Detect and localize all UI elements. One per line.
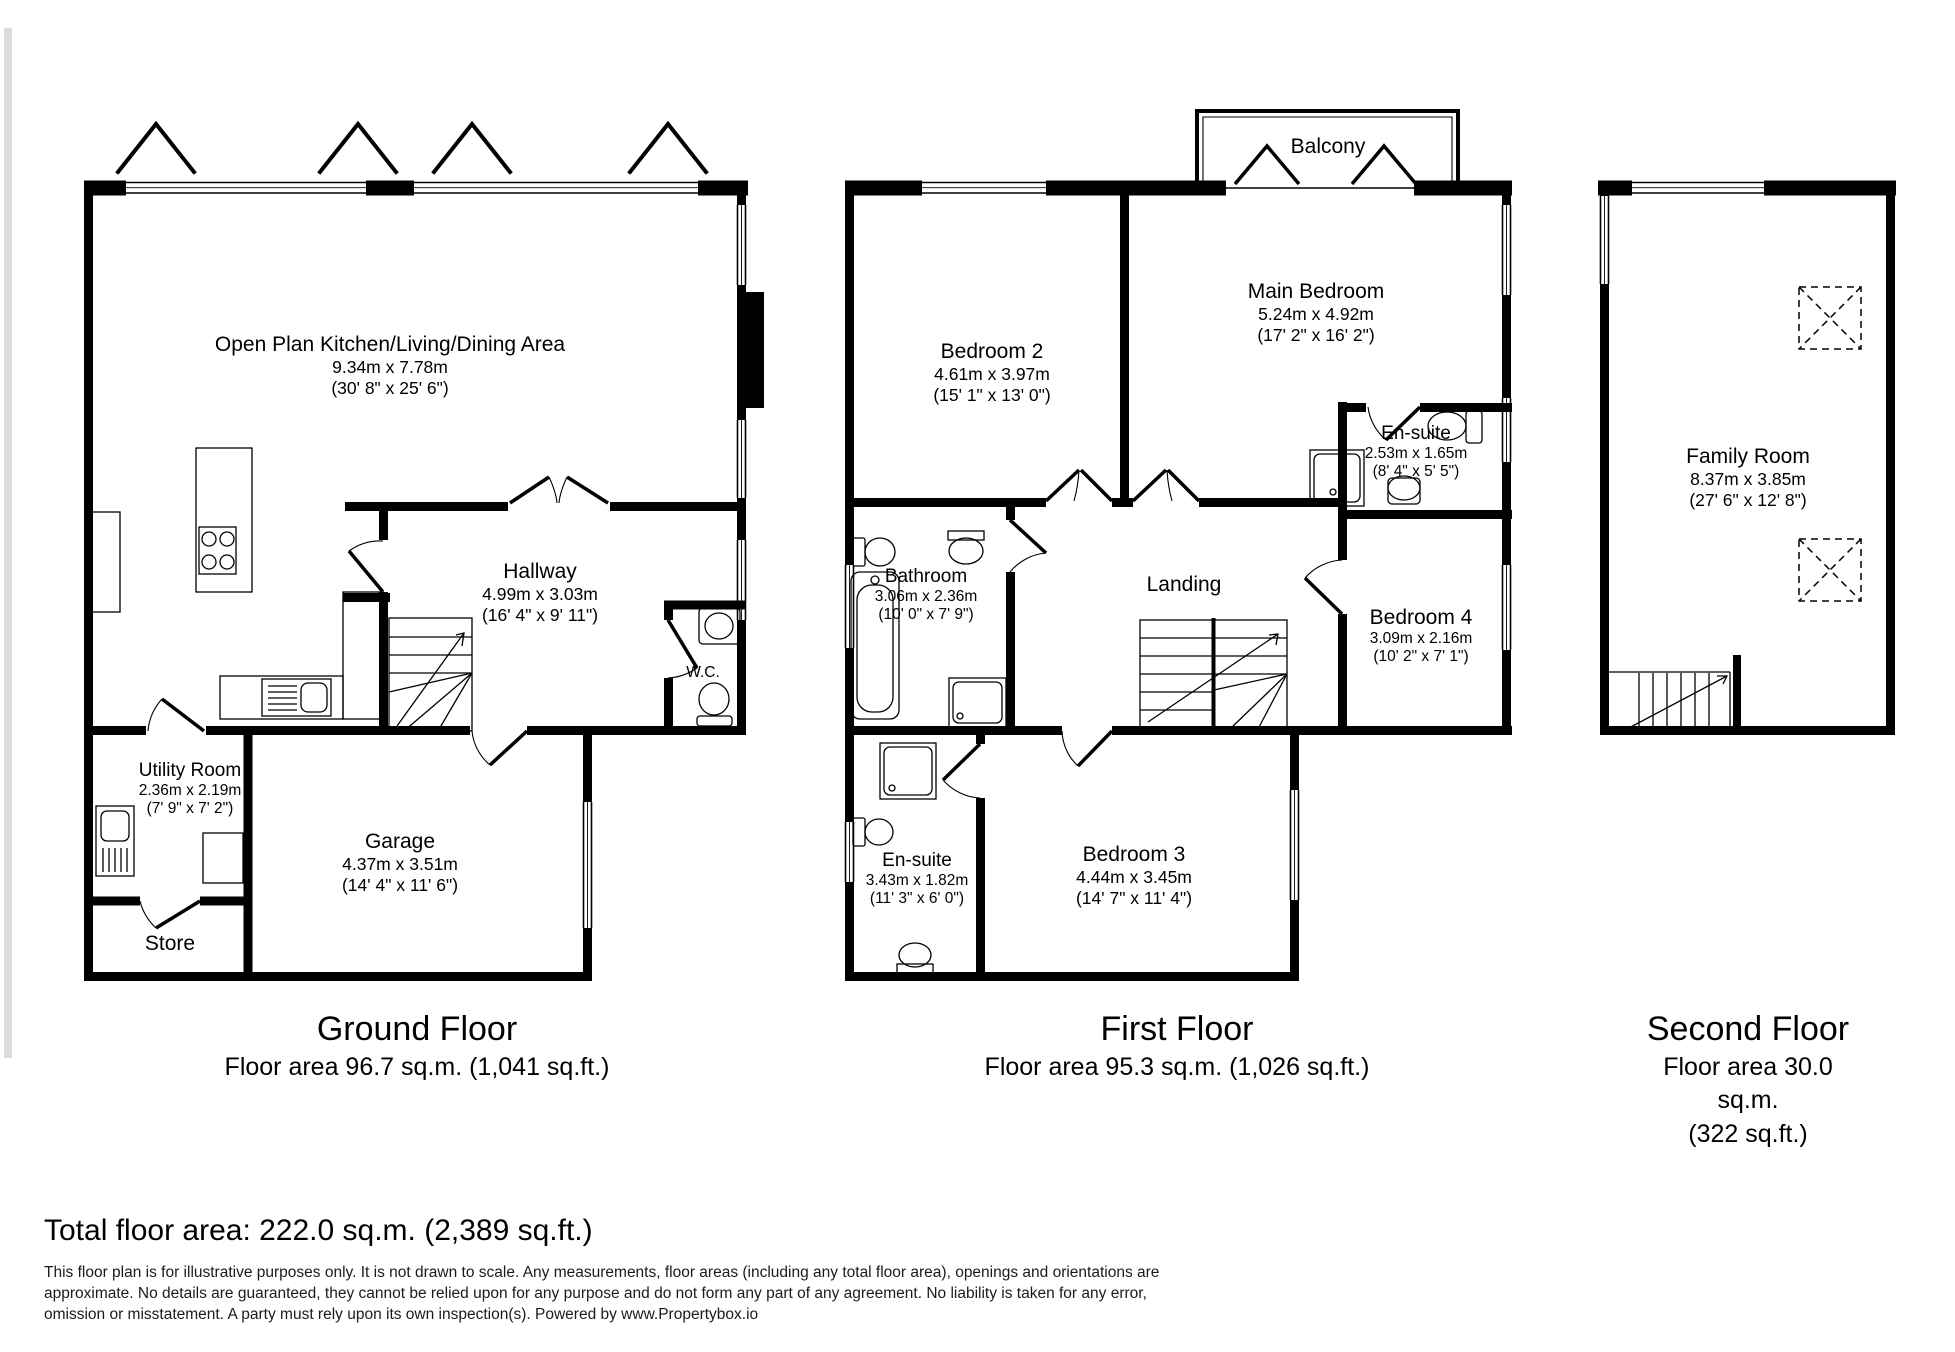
room-label-bedroom4 xyxy=(1370,606,1473,666)
door-icon xyxy=(1010,520,1046,572)
utility-unit xyxy=(203,833,243,883)
window-icon xyxy=(1601,196,1609,284)
double-door-icon xyxy=(510,477,608,503)
room-label-bathroom xyxy=(875,566,978,624)
room-dim-ft: (8' 4" x 5' 5") xyxy=(1372,463,1460,480)
door-icon xyxy=(1133,470,1199,501)
door-icon xyxy=(148,699,204,731)
room-dim-ft: (11' 3" x 6' 0") xyxy=(869,890,965,907)
basin-icon xyxy=(948,531,984,564)
room-name: Family Room xyxy=(1686,445,1810,468)
door-icon xyxy=(1305,560,1342,614)
first-floor-caption xyxy=(985,1008,1370,1084)
room-name: Garage xyxy=(364,830,436,853)
shower-icon xyxy=(1310,450,1364,506)
room-label-landing xyxy=(1147,573,1222,597)
room-dim-ft: (16' 4" x 9' 11") xyxy=(481,604,599,625)
room-dim-ft: (7' 9" x 7' 2") xyxy=(146,800,234,817)
door-icon xyxy=(472,731,527,765)
room-name: Hallway xyxy=(503,560,577,583)
chimney-block xyxy=(741,292,764,408)
room-dim-m: 3.06m x 2.36m xyxy=(874,588,978,606)
room-label-balcony xyxy=(1291,135,1366,159)
floor-title: Ground Floor xyxy=(316,1010,518,1048)
room-dim-m: 4.44m x 3.45m xyxy=(1076,867,1192,888)
second-floor-caption xyxy=(1645,1008,1852,1152)
total-floor-area: Total floor area: 222.0 sq.m. (2,389 sq.ft.) xyxy=(44,1214,593,1247)
room-label-utility xyxy=(139,760,242,818)
room-name: Bedroom 4 xyxy=(1369,606,1473,629)
door-icon xyxy=(140,901,200,928)
shower-icon xyxy=(949,678,1006,727)
toilet-icon xyxy=(853,538,895,566)
room-label-ensuite-bottom xyxy=(866,850,969,908)
room-dim-ft: (30' 8" x 25' 6") xyxy=(331,377,449,398)
room-dim-ft: (10' 0" x 7' 9") xyxy=(878,606,974,623)
disclaimer-text xyxy=(44,1262,1159,1325)
window-icon xyxy=(1503,205,1511,650)
room-label-garage xyxy=(342,830,458,895)
room-name: Bathroom xyxy=(884,566,968,587)
room-dim-m: 3.09m x 2.16m xyxy=(1369,630,1473,648)
room-label-bedroom2 xyxy=(933,340,1050,405)
room-name: Utility Room xyxy=(138,760,242,781)
room-label-main-bedroom xyxy=(1248,280,1385,345)
room-label-open-plan xyxy=(215,333,565,398)
floor-area-2: (322 sq.ft.) xyxy=(1688,1120,1808,1148)
room-label-bedroom3 xyxy=(1076,843,1192,908)
room-name: Balcony xyxy=(1290,135,1366,158)
room-dim-m: 4.61m x 3.97m xyxy=(934,364,1050,385)
room-name: Bedroom 2 xyxy=(940,340,1044,363)
kitchen-island-icon xyxy=(196,448,252,592)
roof-window-icon xyxy=(118,124,706,172)
window-icon xyxy=(1291,790,1299,900)
floor-area: Floor area 95.3 sq.m. (1,026 sq.ft.) xyxy=(984,1052,1370,1081)
ground-floor-caption xyxy=(225,1008,610,1084)
toilet-icon xyxy=(853,818,893,846)
room-dim-ft: (17' 2" x 16' 2") xyxy=(1257,324,1375,345)
room-label-family-room xyxy=(1686,445,1810,510)
door-icon xyxy=(1046,470,1112,501)
door-icon xyxy=(349,541,383,592)
disclaimer-line-3: omission or misstatement. A party must rely upon its own inspection(s). Powered by www.Propertybox.io xyxy=(44,1306,759,1323)
room-dim-ft: (15' 1" x 13' 0") xyxy=(933,384,1051,405)
room-name: Store xyxy=(144,932,196,955)
room-name: W.C. xyxy=(686,664,720,681)
room-dim-ft: (14' 7" x 11' 4") xyxy=(1075,887,1193,908)
stairs-icon xyxy=(1609,655,1737,731)
rooflight-icon xyxy=(1799,287,1861,349)
room-name: Main Bedroom xyxy=(1247,280,1385,303)
disclaimer-line-1: This floor plan is for illustrative purposes only. It is not drawn to scale. Any measurements, floor areas (including any total floor area), openings and orientations are xyxy=(44,1264,1160,1281)
room-dim-m: 4.99m x 3.03m xyxy=(482,584,598,605)
room-dim-m: 4.37m x 3.51m xyxy=(342,854,458,875)
toilet-icon xyxy=(697,683,732,726)
rooflight-icon xyxy=(1799,539,1861,601)
room-name: Landing xyxy=(1146,573,1222,596)
stairs-icon xyxy=(1140,620,1287,729)
floor-area: Floor area 96.7 sq.m. (1,041 sq.ft.) xyxy=(224,1052,610,1081)
room-name: En-suite xyxy=(1381,423,1451,444)
shower-icon xyxy=(880,743,936,799)
room-dim-ft: (10' 2" x 7' 1") xyxy=(1373,648,1469,666)
room-dim-m: 8.37m x 3.85m xyxy=(1690,469,1806,490)
room-name: En-suite xyxy=(882,850,952,871)
room-dim-m: 2.36m x 2.19m xyxy=(138,782,242,800)
disclaimer-line-2: approximate. No details are guaranteed, they cannot be relied upon for any purpose and do not form any part of any agreement. No liability is taken for any error, xyxy=(44,1285,1147,1302)
window-icon xyxy=(1632,183,1764,194)
room-dim-ft: (14' 4" x 11' 6") xyxy=(341,874,459,895)
garage-door-window-icon xyxy=(584,802,592,928)
basin-icon xyxy=(897,943,933,973)
room-dim-ft: (27' 6" x 12' 8") xyxy=(1689,489,1807,510)
room-label-store xyxy=(145,932,195,956)
door-icon xyxy=(1062,731,1112,766)
room-name: Bedroom 3 xyxy=(1082,843,1186,866)
basin-icon xyxy=(699,608,740,644)
washer-sink-icon xyxy=(96,806,134,876)
sink-icon xyxy=(262,679,331,716)
room-name: Open Plan Kitchen/Living/Dining Area xyxy=(214,333,566,356)
room-dim-m: 9.34m x 7.78m xyxy=(332,357,448,378)
room-dim-m: 2.53m x 1.65m xyxy=(1364,445,1468,463)
stairs-icon xyxy=(389,618,472,731)
room-label-ensuite-top xyxy=(1365,423,1468,481)
room-dim-m: 3.43m x 1.82m xyxy=(865,872,969,890)
floor-area: Floor area 30.0 sq.m. xyxy=(1663,1052,1833,1115)
room-dim-m: 5.24m x 4.92m xyxy=(1258,304,1374,325)
room-label-wc xyxy=(686,664,720,682)
floor-title: Second Floor xyxy=(1646,1010,1850,1048)
door-icon xyxy=(943,744,980,798)
hob-icon xyxy=(199,527,236,574)
floor-title: First Floor xyxy=(1100,1010,1254,1048)
room-label-hallway xyxy=(482,560,598,625)
